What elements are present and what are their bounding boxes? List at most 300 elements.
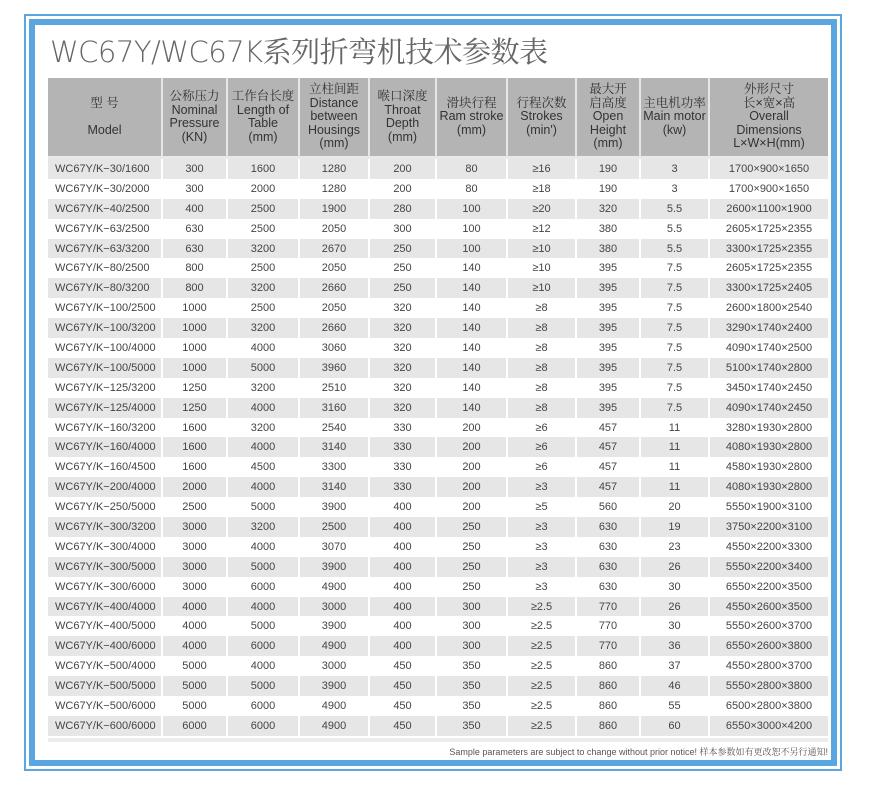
- cell-open-height: 630: [577, 557, 641, 577]
- cell-nominal-pressure: 300: [163, 159, 228, 179]
- cell-throat-depth: 400: [370, 517, 437, 537]
- header-line: (mm): [387, 129, 418, 144]
- cell-ram-stroke: 140: [437, 258, 508, 278]
- cell-strokes: ≥10: [508, 258, 577, 278]
- table-row: [48, 159, 828, 179]
- cell-table-length: 5000: [228, 616, 300, 636]
- cell-overall-dimensions: 5100×1740×2800: [710, 358, 828, 378]
- table-row: [48, 179, 828, 199]
- header-line: between: [310, 109, 358, 124]
- table-row: [48, 497, 828, 517]
- cell-housing-distance: 4900: [300, 696, 370, 716]
- header-line: Depth: [385, 116, 420, 130]
- cell-housing-distance: 3300: [300, 457, 370, 477]
- cell-ram-stroke: 200: [437, 418, 508, 438]
- cell-housing-distance: 2050: [300, 219, 370, 239]
- header-line: L×W×H(mm): [733, 136, 805, 151]
- cell-throat-depth: 400: [370, 497, 437, 517]
- cell-nominal-pressure: 4000: [163, 636, 228, 656]
- cell-open-height: 770: [577, 616, 641, 636]
- cell-housing-distance: 3140: [300, 437, 370, 457]
- header-line: (kw): [662, 122, 687, 137]
- cell-model: WC67Y/K−80/3200: [48, 278, 163, 298]
- cell-strokes: ≥6: [508, 437, 577, 457]
- cell-throat-depth: 400: [370, 597, 437, 617]
- table-row: [48, 597, 828, 617]
- header-line: Pressure: [169, 116, 220, 130]
- cell-strokes: ≥8: [508, 318, 577, 338]
- cell-overall-dimensions: 1700×900×1650: [710, 179, 828, 199]
- cell-main-motor: 30: [641, 577, 710, 597]
- cell-main-motor: 7.5: [641, 378, 710, 398]
- header-overall-dimensions: [710, 78, 828, 159]
- cell-ram-stroke: 350: [437, 696, 508, 716]
- table-row: [48, 676, 828, 696]
- table-row: [48, 696, 828, 716]
- cell-overall-dimensions: 6550×3000×4200: [710, 716, 828, 736]
- cell-model: WC67Y/K−100/3200: [48, 318, 163, 338]
- cell-table-length: 4000: [228, 537, 300, 557]
- cell-housing-distance: 4900: [300, 577, 370, 597]
- cell-table-length: 4000: [228, 597, 300, 617]
- cell-overall-dimensions: 4550×2200×3300: [710, 537, 828, 557]
- header-line: 立柱间距: [308, 82, 359, 97]
- table-row: [48, 298, 828, 318]
- cell-model: WC67Y/K−300/6000: [48, 577, 163, 597]
- cell-main-motor: 3: [641, 159, 710, 179]
- header-line: Height: [589, 122, 627, 137]
- cell-nominal-pressure: 300: [163, 179, 228, 199]
- cell-strokes: ≥6: [508, 457, 577, 477]
- cell-throat-depth: 400: [370, 537, 437, 557]
- cell-throat-depth: 250: [370, 278, 437, 298]
- cell-model: WC67Y/K−63/2500: [48, 219, 163, 239]
- header-line: 长×宽×高: [742, 95, 796, 110]
- cell-overall-dimensions: 5550×2600×3700: [710, 616, 828, 636]
- cell-model: WC67Y/K−160/3200: [48, 418, 163, 438]
- disclaimer-note: Sample parameters are subject to change without prior notice! 样本参数如有更改恕不另行通知!: [449, 747, 828, 757]
- cell-overall-dimensions: 3300×1725×2405: [710, 278, 828, 298]
- cell-nominal-pressure: 630: [163, 239, 228, 259]
- cell-throat-depth: 320: [370, 358, 437, 378]
- header-line: [49, 110, 160, 124]
- cell-open-height: 770: [577, 636, 641, 656]
- header-line: 型 号: [90, 95, 119, 110]
- cell-open-height: 320: [577, 199, 641, 219]
- table-row: [48, 537, 828, 557]
- cell-throat-depth: 450: [370, 676, 437, 696]
- cell-overall-dimensions: 6500×2800×3800: [710, 696, 828, 716]
- table-row: [48, 457, 828, 477]
- cell-throat-depth: 330: [370, 477, 437, 497]
- cell-main-motor: 23: [641, 537, 710, 557]
- cell-overall-dimensions: 3450×1740×2450: [710, 378, 828, 398]
- cell-table-length: 2500: [228, 219, 300, 239]
- cell-overall-dimensions: 4550×2600×3500: [710, 597, 828, 617]
- cell-model: WC67Y/K−100/4000: [48, 338, 163, 358]
- cell-nominal-pressure: 5000: [163, 676, 228, 696]
- cell-throat-depth: 250: [370, 239, 437, 259]
- cell-housing-distance: 2670: [300, 239, 370, 259]
- cell-nominal-pressure: 1000: [163, 318, 228, 338]
- cell-overall-dimensions: 3280×1930×2800: [710, 418, 828, 438]
- cell-open-height: 630: [577, 577, 641, 597]
- cell-open-height: 395: [577, 318, 641, 338]
- header-line: 外形尺寸: [743, 82, 794, 97]
- cell-table-length: 5000: [228, 358, 300, 378]
- header-line: (mm): [456, 122, 487, 137]
- cell-model: WC67Y/K−500/6000: [48, 696, 163, 716]
- cell-table-length: 6000: [228, 716, 300, 736]
- header-line: Main motor: [643, 109, 706, 124]
- cell-nominal-pressure: 630: [163, 219, 228, 239]
- header-line: Dimensions: [736, 122, 802, 137]
- cell-open-height: 630: [577, 517, 641, 537]
- cell-throat-depth: 330: [370, 457, 437, 477]
- cell-model: WC67Y/K−125/3200: [48, 378, 163, 398]
- cell-open-height: 395: [577, 278, 641, 298]
- table-row: [48, 716, 828, 736]
- cell-model: WC67Y/K−30/2000: [48, 179, 163, 199]
- cell-ram-stroke: 250: [437, 557, 508, 577]
- cell-ram-stroke: 300: [437, 616, 508, 636]
- cell-table-length: 5000: [228, 497, 300, 517]
- cell-strokes: ≥3: [508, 537, 577, 557]
- cell-table-length: 4000: [228, 338, 300, 358]
- cell-housing-distance: 3000: [300, 656, 370, 676]
- cell-overall-dimensions: 2605×1725×2355: [710, 258, 828, 278]
- cell-housing-distance: 2510: [300, 378, 370, 398]
- cell-overall-dimensions: 2605×1725×2355: [710, 219, 828, 239]
- header-ram-stroke: [437, 78, 508, 159]
- cell-housing-distance: 1280: [300, 159, 370, 179]
- cell-model: WC67Y/K−100/2500: [48, 298, 163, 318]
- cell-main-motor: 20: [641, 497, 710, 517]
- cell-strokes: ≥2.5: [508, 616, 577, 636]
- cell-ram-stroke: 140: [437, 318, 508, 338]
- cell-housing-distance: 4900: [300, 636, 370, 656]
- cell-model: WC67Y/K−63/3200: [48, 239, 163, 259]
- header-line: 行程次数: [516, 95, 567, 110]
- cell-ram-stroke: 200: [437, 497, 508, 517]
- cell-overall-dimensions: 4080×1930×2800: [710, 437, 828, 457]
- header-line: Length of: [236, 102, 290, 117]
- header-line: Model: [87, 122, 122, 137]
- cell-open-height: 395: [577, 338, 641, 358]
- cell-overall-dimensions: 6550×2200×3500: [710, 577, 828, 597]
- cell-table-length: 3200: [228, 278, 300, 298]
- cell-open-height: 860: [577, 676, 641, 696]
- cell-table-length: 2500: [228, 258, 300, 278]
- cell-strokes: ≥2.5: [508, 696, 577, 716]
- cell-housing-distance: 2660: [300, 318, 370, 338]
- table-row: [48, 557, 828, 577]
- cell-main-motor: 7.5: [641, 298, 710, 318]
- cell-ram-stroke: 140: [437, 338, 508, 358]
- cell-housing-distance: 3900: [300, 557, 370, 577]
- cell-overall-dimensions: 3290×1740×2400: [710, 318, 828, 338]
- cell-housing-distance: 2050: [300, 298, 370, 318]
- cell-model: WC67Y/K−125/4000: [48, 398, 163, 418]
- table-row: [48, 616, 828, 636]
- cell-housing-distance: 2540: [300, 418, 370, 438]
- cell-open-height: 380: [577, 219, 641, 239]
- cell-model: WC67Y/K−400/4000: [48, 597, 163, 617]
- cell-ram-stroke: 80: [437, 179, 508, 199]
- cell-housing-distance: 2050: [300, 258, 370, 278]
- cell-nominal-pressure: 1000: [163, 298, 228, 318]
- cell-table-length: 6000: [228, 696, 300, 716]
- cell-throat-depth: 330: [370, 437, 437, 457]
- table-row: [48, 577, 828, 597]
- cell-throat-depth: 200: [370, 159, 437, 179]
- cell-housing-distance: 1900: [300, 199, 370, 219]
- table-row: [48, 219, 828, 239]
- cell-model: WC67Y/K−200/4000: [48, 477, 163, 497]
- cell-ram-stroke: 140: [437, 358, 508, 378]
- cell-throat-depth: 330: [370, 418, 437, 438]
- cell-table-length: 4000: [228, 398, 300, 418]
- table-row: [48, 338, 828, 358]
- cell-open-height: 395: [577, 398, 641, 418]
- cell-main-motor: 11: [641, 457, 710, 477]
- cell-open-height: 457: [577, 418, 641, 438]
- cell-strokes: ≥18: [508, 179, 577, 199]
- cell-nominal-pressure: 1600: [163, 418, 228, 438]
- cell-model: WC67Y/K−100/5000: [48, 358, 163, 378]
- table-row: [48, 636, 828, 656]
- spec-table: [48, 78, 828, 736]
- cell-strokes: ≥8: [508, 378, 577, 398]
- cell-strokes: ≥3: [508, 557, 577, 577]
- cell-table-length: 2000: [228, 179, 300, 199]
- cell-overall-dimensions: 6550×2600×3800: [710, 636, 828, 656]
- cell-strokes: ≥12: [508, 219, 577, 239]
- cell-table-length: 1600: [228, 159, 300, 179]
- cell-main-motor: 55: [641, 696, 710, 716]
- cell-table-length: 4000: [228, 437, 300, 457]
- cell-housing-distance: 3160: [300, 398, 370, 418]
- cell-throat-depth: 400: [370, 616, 437, 636]
- cell-main-motor: 46: [641, 676, 710, 696]
- cell-strokes: ≥8: [508, 398, 577, 418]
- cell-open-height: 395: [577, 258, 641, 278]
- header-throat-depth: [370, 78, 437, 159]
- table-row: [48, 378, 828, 398]
- cell-main-motor: 60: [641, 716, 710, 736]
- table-row: [48, 398, 828, 418]
- header-line: 滑块行程: [446, 95, 497, 110]
- cell-throat-depth: 320: [370, 338, 437, 358]
- cell-main-motor: 7.5: [641, 258, 710, 278]
- cell-ram-stroke: 140: [437, 298, 508, 318]
- cell-open-height: 395: [577, 298, 641, 318]
- cell-model: WC67Y/K−400/5000: [48, 616, 163, 636]
- header-line: (mm): [248, 129, 278, 144]
- cell-overall-dimensions: 2600×1100×1900: [710, 199, 828, 219]
- cell-nominal-pressure: 1600: [163, 437, 228, 457]
- cell-housing-distance: 3900: [300, 497, 370, 517]
- cell-main-motor: 7.5: [641, 358, 710, 378]
- cell-overall-dimensions: 4580×1930×2800: [710, 457, 828, 477]
- cell-strokes: ≥2.5: [508, 676, 577, 696]
- cell-nominal-pressure: 4000: [163, 616, 228, 636]
- cell-nominal-pressure: 4000: [163, 597, 228, 617]
- table-row: [48, 437, 828, 457]
- cell-nominal-pressure: 800: [163, 278, 228, 298]
- cell-ram-stroke: 100: [437, 239, 508, 259]
- cell-overall-dimensions: 4090×1740×2500: [710, 338, 828, 358]
- cell-throat-depth: 320: [370, 398, 437, 418]
- cell-housing-distance: 2500: [300, 517, 370, 537]
- cell-overall-dimensions: 5550×2800×3800: [710, 676, 828, 696]
- table-row: [48, 278, 828, 298]
- cell-ram-stroke: 250: [437, 537, 508, 557]
- cell-overall-dimensions: 5550×1900×3100: [710, 497, 828, 517]
- cell-throat-depth: 450: [370, 716, 437, 736]
- cell-model: WC67Y/K−300/3200: [48, 517, 163, 537]
- header-line: Throat: [384, 102, 421, 117]
- cell-nominal-pressure: 6000: [163, 716, 228, 736]
- cell-main-motor: 7.5: [641, 318, 710, 338]
- cell-ram-stroke: 140: [437, 378, 508, 398]
- cell-main-motor: 26: [641, 557, 710, 577]
- cell-main-motor: 7.5: [641, 278, 710, 298]
- cell-strokes: ≥2.5: [508, 656, 577, 676]
- cell-throat-depth: 450: [370, 696, 437, 716]
- cell-main-motor: 37: [641, 656, 710, 676]
- cell-throat-depth: 200: [370, 179, 437, 199]
- cell-open-height: 770: [577, 597, 641, 617]
- cell-model: WC67Y/K−80/2500: [48, 258, 163, 278]
- cell-strokes: ≥8: [508, 358, 577, 378]
- header-line: 启高度: [589, 95, 627, 110]
- cell-table-length: 3200: [228, 378, 300, 398]
- cell-main-motor: 7.5: [641, 338, 710, 358]
- cell-nominal-pressure: 5000: [163, 656, 228, 676]
- header-line: Housings: [307, 122, 361, 137]
- cell-strokes: ≥3: [508, 517, 577, 537]
- cell-housing-distance: 3960: [300, 358, 370, 378]
- cell-throat-depth: 400: [370, 636, 437, 656]
- cell-strokes: ≥5: [508, 497, 577, 517]
- cell-table-length: 5000: [228, 557, 300, 577]
- cell-ram-stroke: 350: [437, 676, 508, 696]
- cell-model: WC67Y/K−400/6000: [48, 636, 163, 656]
- cell-model: WC67Y/K−600/6000: [48, 716, 163, 736]
- table-row: [48, 318, 828, 338]
- cell-model: WC67Y/K−40/2500: [48, 199, 163, 219]
- cell-ram-stroke: 80: [437, 159, 508, 179]
- cell-table-length: 3200: [228, 418, 300, 438]
- cell-strokes: ≥2.5: [508, 597, 577, 617]
- cell-strokes: ≥6: [508, 418, 577, 438]
- header-line: (mm): [593, 136, 623, 151]
- cell-main-motor: 5.5: [641, 199, 710, 219]
- cell-table-length: 4000: [228, 656, 300, 676]
- cell-main-motor: 3: [641, 179, 710, 199]
- header-line: 工作台长度: [231, 89, 295, 103]
- cell-strokes: ≥2.5: [508, 716, 577, 736]
- header-line: (KN): [181, 129, 208, 144]
- cell-nominal-pressure: 1250: [163, 378, 228, 398]
- cell-ram-stroke: 200: [437, 437, 508, 457]
- cell-throat-depth: 400: [370, 557, 437, 577]
- cell-overall-dimensions: 4090×1740×2450: [710, 398, 828, 418]
- cell-nominal-pressure: 5000: [163, 696, 228, 716]
- cell-main-motor: 26: [641, 597, 710, 617]
- cell-ram-stroke: 200: [437, 457, 508, 477]
- cell-nominal-pressure: 400: [163, 199, 228, 219]
- cell-open-height: 860: [577, 656, 641, 676]
- table-row: [48, 199, 828, 219]
- cell-main-motor: 7.5: [641, 398, 710, 418]
- table-row: [48, 517, 828, 537]
- cell-table-length: 2500: [228, 298, 300, 318]
- cell-ram-stroke: 200: [437, 477, 508, 497]
- header-line: (min'): [526, 122, 557, 137]
- cell-table-length: 4000: [228, 477, 300, 497]
- cell-throat-depth: 320: [370, 318, 437, 338]
- cell-housing-distance: 3900: [300, 616, 370, 636]
- header-open-height: [577, 78, 641, 159]
- cell-main-motor: 11: [641, 477, 710, 497]
- cell-strokes: ≥10: [508, 239, 577, 259]
- table-row: [48, 477, 828, 497]
- cell-strokes: ≥2.5: [508, 636, 577, 656]
- table-row: [48, 239, 828, 259]
- cell-housing-distance: 1280: [300, 179, 370, 199]
- cell-open-height: 380: [577, 239, 641, 259]
- cell-nominal-pressure: 3000: [163, 557, 228, 577]
- cell-strokes: ≥8: [508, 338, 577, 358]
- cell-ram-stroke: 350: [437, 656, 508, 676]
- table-row: [48, 656, 828, 676]
- cell-nominal-pressure: 2500: [163, 497, 228, 517]
- table-row: [48, 418, 828, 438]
- cell-table-length: 3200: [228, 239, 300, 259]
- table-bottom-rule: [48, 738, 828, 742]
- cell-housing-distance: 4900: [300, 716, 370, 736]
- cell-open-height: 630: [577, 537, 641, 557]
- cell-open-height: 190: [577, 179, 641, 199]
- cell-model: WC67Y/K−160/4000: [48, 437, 163, 457]
- cell-table-length: 2500: [228, 199, 300, 219]
- cell-housing-distance: 3060: [300, 338, 370, 358]
- header-line: 喉口深度: [377, 89, 428, 103]
- header-line: 最大开: [589, 82, 627, 97]
- header-line: 主电机功率: [643, 95, 706, 110]
- header-line: Open: [592, 109, 624, 124]
- cell-nominal-pressure: 1000: [163, 358, 228, 378]
- cell-nominal-pressure: 1250: [163, 398, 228, 418]
- cell-nominal-pressure: 1600: [163, 457, 228, 477]
- cell-model: WC67Y/K−300/4000: [48, 537, 163, 557]
- cell-open-height: 395: [577, 358, 641, 378]
- cell-table-length: 3200: [228, 517, 300, 537]
- header-line: 公称压力: [169, 89, 220, 103]
- cell-model: WC67Y/K−160/4500: [48, 457, 163, 477]
- cell-throat-depth: 320: [370, 298, 437, 318]
- header-strokes: [508, 78, 577, 159]
- cell-table-length: 6000: [228, 636, 300, 656]
- cell-throat-depth: 320: [370, 378, 437, 398]
- cell-strokes: ≥20: [508, 199, 577, 219]
- cell-throat-depth: 400: [370, 577, 437, 597]
- cell-open-height: 560: [577, 497, 641, 517]
- cell-ram-stroke: 100: [437, 219, 508, 239]
- cell-ram-stroke: 140: [437, 278, 508, 298]
